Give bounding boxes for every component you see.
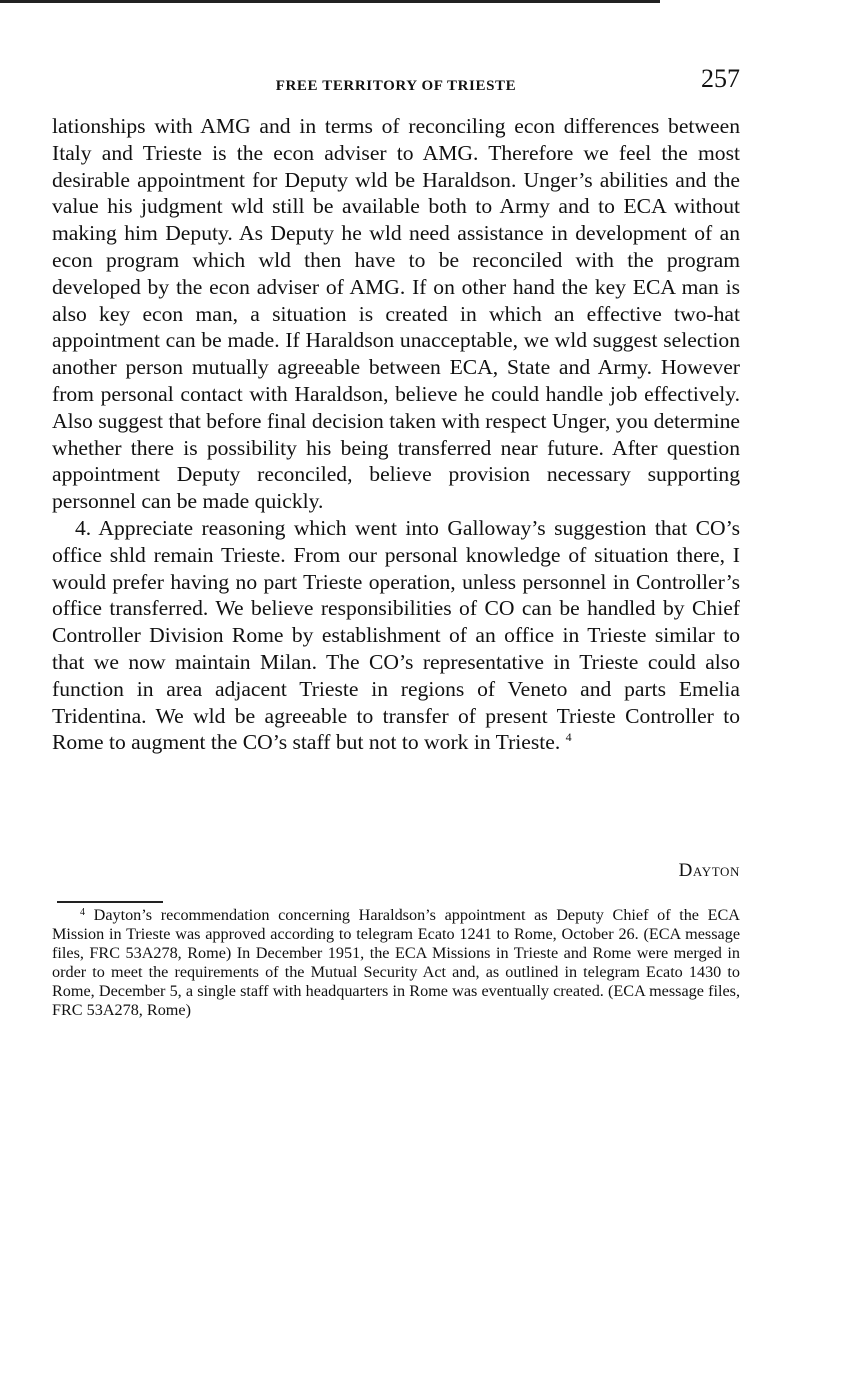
signature: Dayton: [678, 860, 740, 881]
page-number: 257: [701, 64, 740, 93]
footnote-marker: 4: [80, 907, 85, 918]
paragraph-4: [52, 515, 740, 756]
footnote: [52, 906, 740, 1019]
paragraph-4-text: 4. Appreciate reasoning which went into Galloway’s suggestion that CO’s office shld remain Trieste. From our personal knowledge of situation there, I would prefer having no part Trieste operation, unless personnel in Controller’s office transferred. We believe responsibilities of CO can be handled by Chief Controller Division Rome by establishment of an office in Trieste similar to that we now maintain Milan. The CO’s representative in Trieste could also function in area adjacent Trieste in regions of Veneto and parts Emelia Tridentina. We wld be agreeable to transfer of present Trieste Controller to Rome to augment the CO’s staff but not to work in Trieste.: [52, 515, 740, 755]
footnote-divider: [57, 901, 163, 903]
running-title: FREE TERRITORY OF TRIESTE: [275, 78, 517, 94]
footnote-text: Dayton’s recommendation concerning Haraldson’s appointment as Deputy Chief of the ECA Mission in Trieste was approved according to telegram Ecato 1241 to Rome, October 26. (ECA message files, FRC 53A278, Rome) In December 1951, the ECA Missions in Trieste and Rome were merged in order to meet the requirements of the Mutual Security Act and, as outlined in telegram Ecato 1430 to Rome, December 5, a single staff with headquarters in Rome was eventually created. (ECA message files, FRC 53A278, Rome): [52, 906, 740, 1019]
paragraph-continuation: lationships with AMG and in terms of reconciling econ differences between Italy and Trieste is the econ adviser to AMG. Therefore we feel the most desirable appointment for Deputy wld be Haraldson. Unger’s abilities and the value his judgment wld still be available both to Army and to ECA without making him Deputy. As Deputy he wld need assistance in development of an econ program which wld then have to be reconciled with the program developed by the econ adviser of AMG. If on other hand the key ECA man is also key econ man, a situation is created in which an effective two-hat appointment can be made. If Haraldson unacceptable, we wld suggest selection another person mutually agreeable between ECA, State and Army. However from personal contact with Haraldson, believe he could handle job effectively. Also suggest that before final decision taken with respect Unger, you determine whether there is possibility his being transferred near future. After question appointment Deputy reconciled, believe provision necessary supporting personnel can be made quickly.: [52, 114, 740, 514]
top-border-line: [0, 0, 660, 3]
footnote-reference: 4: [565, 730, 572, 745]
body-text: [52, 113, 740, 756]
running-header: [52, 62, 740, 102]
